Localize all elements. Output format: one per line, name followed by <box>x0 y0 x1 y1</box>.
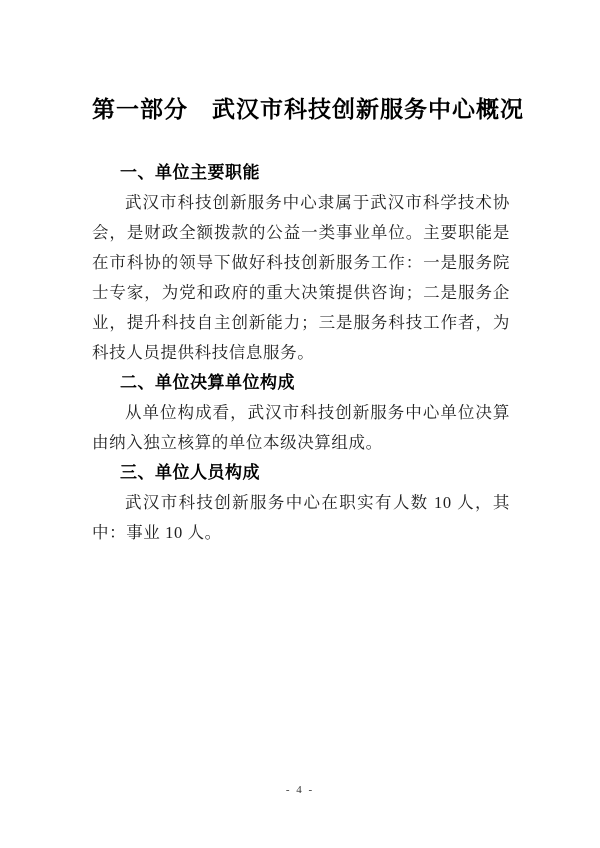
section-paragraph: 从单位构成看，武汉市科技创新服务中心单位决算由纳入独立核算的单位本级决算组成。 <box>92 403 510 452</box>
section-personnel-composition <box>92 458 510 548</box>
section-paragraph: 武汉市科技创新服务中心在职实有人数 10 人，其中：事业 10 人。 <box>92 493 510 542</box>
page-number: - 4 - <box>285 784 315 796</box>
section-unit-functions <box>92 158 510 368</box>
section-heading-personnel-composition: 三、单位人员构成 <box>120 463 260 482</box>
section-paragraph: 武汉市科技创新服务中心隶属于武汉市科学技术协会，是财政全额拨款的公益一类事业单位。主要职能是在市科协的领导下做好科技创新服务工作：一是服务院士专家，为党和政府的重大决策提供咨询；二是服务企业，提升科技自主创新能力；三是服务科技工作者，为科技人员提供科技信息服务。 <box>92 193 510 362</box>
page-title: 第一部分 武汉市科技创新服务中心概况 <box>92 97 524 122</box>
section-heading-unit-composition: 二、单位决算单位构成 <box>120 373 295 392</box>
section-heading-unit-functions: 一、单位主要职能 <box>120 163 260 182</box>
section-unit-composition <box>92 368 510 458</box>
